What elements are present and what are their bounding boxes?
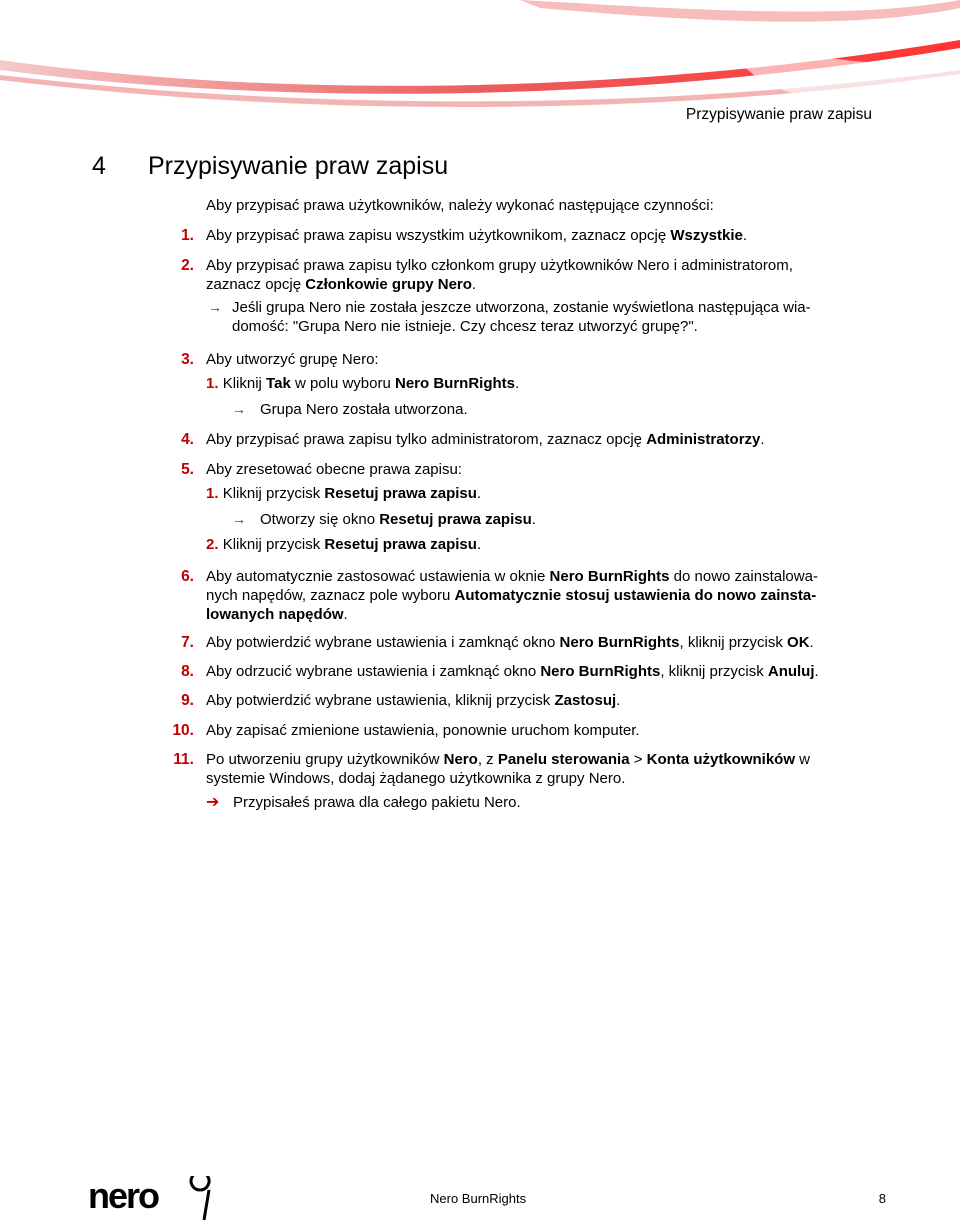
step-text: Aby przypisać prawa zapisu tylko administratorom, zaznacz opcję Administratorzy. xyxy=(206,431,765,448)
footer-product: Nero BurnRights xyxy=(430,1191,527,1206)
step-number: 2. xyxy=(181,257,194,274)
result-note: → Otworzy się okno Resetuj prawa zapisu. xyxy=(232,511,536,528)
step-number: 5. xyxy=(181,461,194,478)
chapter-heading xyxy=(92,152,448,181)
nero-logo xyxy=(88,1176,228,1222)
step-number: 9. xyxy=(181,692,194,709)
step-text: Aby automatycznie zastosować ustawienia w oknie Nero BurnRights do nowo zainstalowa- nych napędów, zaznacz pole wyboru Automatycznie stosuj ustawienia do nowo zainsta- lowanych napędów. xyxy=(206,568,818,623)
substep: 2. Kliknij przycisk Resetuj prawa zapisu. xyxy=(206,536,482,553)
nero-logo-word: nero xyxy=(88,1176,159,1216)
step-number: 4. xyxy=(181,431,194,448)
substep: 1. Kliknij Tak w polu wyboru Nero BurnRights. xyxy=(206,375,520,392)
step-text: Aby przypisać prawa zapisu tylko członkom grupy użytkowników Nero i administratorom, zaznacz opcję Członkowie grupy Nero. xyxy=(206,257,793,293)
step-number: 7. xyxy=(181,634,194,651)
step-text: Aby odrzucić wybrane ustawienia i zamknąć okno Nero BurnRights, kliknij przycisk Anuluj. xyxy=(206,663,819,680)
running-header: Przypisywanie praw zapisu xyxy=(685,106,872,123)
chapter-number: 4 xyxy=(92,152,106,180)
step-text: Aby utworzyć grupę Nero: xyxy=(206,351,379,368)
arrow-right-icon: → xyxy=(232,401,246,417)
final-result-note: ➔ Przypisałeś prawa dla całego pakietu Nero. xyxy=(206,794,521,811)
arrow-right-icon: → xyxy=(208,299,222,315)
step-text: Aby przypisać prawa zapisu wszystkim użytkownikom, zaznacz opcję Wszystkie. xyxy=(206,227,748,244)
step-text: Aby zresetować obecne prawa zapisu: xyxy=(206,461,462,478)
arrow-right-icon: → xyxy=(232,511,246,527)
step-text: Aby zapisać zmienione ustawienia, ponownie uruchom komputer. xyxy=(206,722,640,739)
step-text: Aby potwierdzić wybrane ustawienia i zamknąć okno Nero BurnRights, kliknij przycisk OK. xyxy=(206,634,814,651)
step-text: Aby potwierdzić wybrane ustawienia, kliknij przycisk Zastosuj. xyxy=(206,692,621,709)
step-number: 6. xyxy=(181,568,194,585)
step-number: 8. xyxy=(181,663,194,680)
substep: 1. Kliknij przycisk Resetuj prawa zapisu. xyxy=(206,485,482,502)
intro-text: Aby przypisać prawa użytkowników, należy wykonać następujące czynności: xyxy=(206,197,714,214)
step-number: 10. xyxy=(172,722,194,739)
arrow-right-bold-icon: ➔ xyxy=(206,794,220,811)
step-number: 1. xyxy=(181,227,194,244)
step-text: Po utworzeniu grupy użytkowników Nero, z Panelu sterowania > Konta użytkowników w systemie Windows, dodaj żądanego użytkownika z grupy Nero. xyxy=(206,751,810,787)
result-note: → Grupa Nero została utworzona. xyxy=(232,401,468,418)
step-number: 3. xyxy=(181,351,194,368)
result-note: → Jeśli grupa Nero nie została jeszcze utworzona, zostanie wyświetlona następująca wia- domość: "Grupa Nero nie istnieje. Czy chcesz teraz utworzyć grupę?". xyxy=(208,299,811,335)
page-number: 8 xyxy=(878,1191,886,1206)
header-swoosh-decoration xyxy=(0,0,960,120)
step-number: 11. xyxy=(173,751,194,768)
chapter-title: Przypisywanie praw zapisu xyxy=(148,152,449,180)
